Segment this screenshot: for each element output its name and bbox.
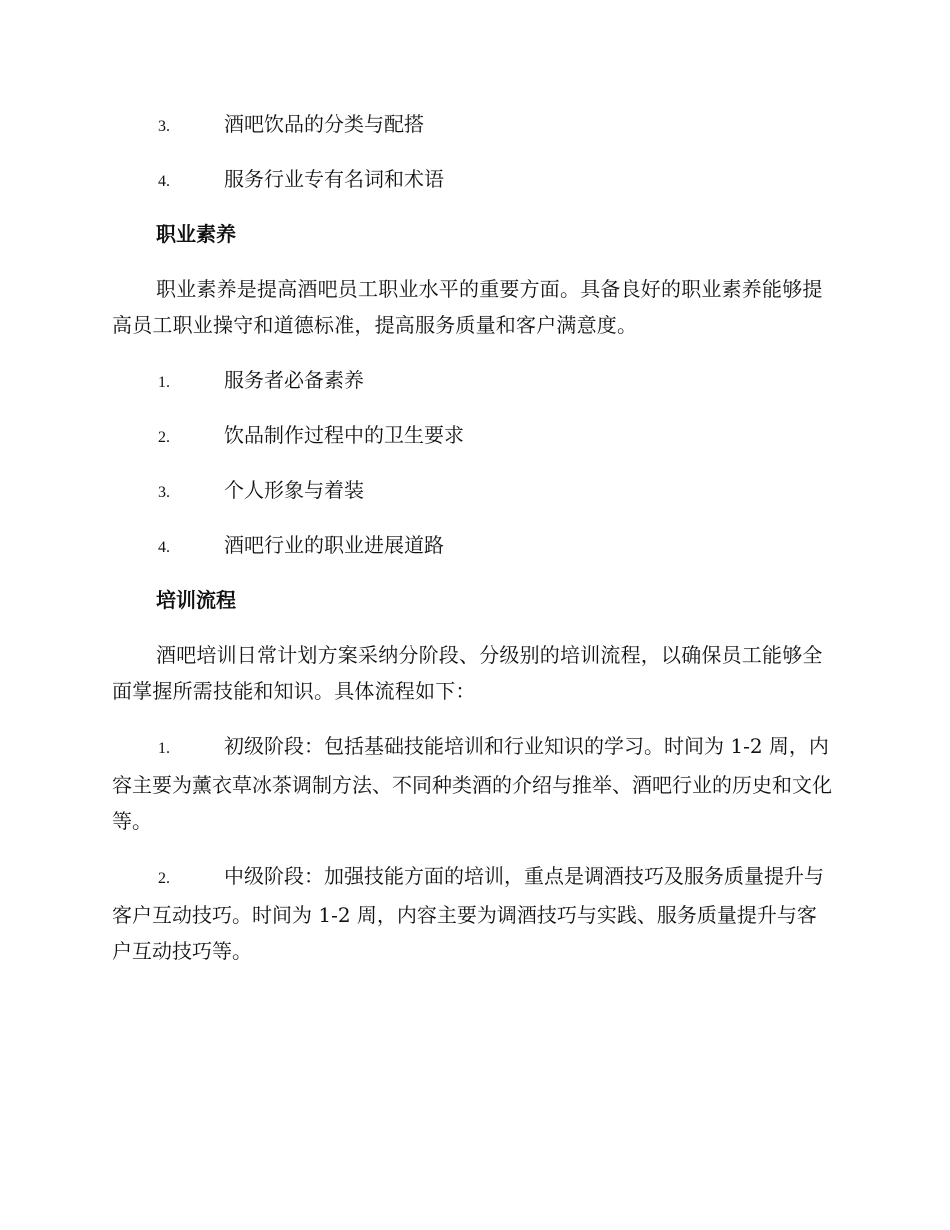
list-text: 服务行业专有名词和术语 — [224, 167, 444, 191]
list-number: 3. — [158, 118, 170, 135]
list-number: 4. — [158, 539, 170, 556]
list-item — [112, 362, 834, 417]
list-number: 4. — [158, 173, 170, 190]
list-text: 个人形象与着装 — [224, 478, 364, 502]
section-paragraph: 职业素养是提高酒吧员工职业水平的重要方面。具备良好的职业素养能够提高员工职业操守和道德标准，提高服务质量和客户满意度。 — [112, 277, 823, 337]
list-text: 饮品制作过程中的卫生要求 — [224, 423, 464, 447]
section-heading-professional: 职业素养 — [156, 222, 236, 246]
list-number: 3. — [158, 484, 170, 501]
section-heading-process: 培训流程 — [156, 588, 236, 612]
list-text: 酒吧饮品的分类与配搭 — [224, 112, 424, 136]
list-text: 服务者必备素养 — [224, 368, 364, 392]
list-item — [112, 106, 834, 161]
section-paragraph: 酒吧培训日常计划方案采纳分阶段、分级别的培训流程，以确保员工能够全面掌握所需技能和知识。具体流程如下： — [112, 643, 823, 703]
list-text: 初级阶段：包括基础技能培训和行业知识的学习。时间为 1-2 周，内容主要为薰衣草冰茶调制方法、不同种类酒的介绍与推举、酒吧行业的历史和文化等。 — [112, 734, 832, 833]
list-item — [112, 161, 834, 216]
list-number: 2. — [158, 870, 170, 887]
list-text: 中级阶段：加强技能方面的培训，重点是调酒技巧及服务质量提升与客户互动技巧。时间为 1-2 周，内容主要为调酒技巧与实践、服务质量提升与客户互动技巧等。 — [112, 864, 824, 963]
list-item — [112, 472, 834, 527]
list-number: 1. — [158, 740, 170, 757]
list-item — [112, 527, 834, 582]
list-number: 1. — [158, 374, 170, 391]
list-text: 酒吧行业的职业进展道路 — [224, 533, 444, 557]
list-item — [112, 728, 834, 839]
document-page — [112, 106, 834, 988]
list-number: 2. — [158, 429, 170, 446]
list-item — [112, 858, 834, 969]
list-item — [112, 417, 834, 472]
